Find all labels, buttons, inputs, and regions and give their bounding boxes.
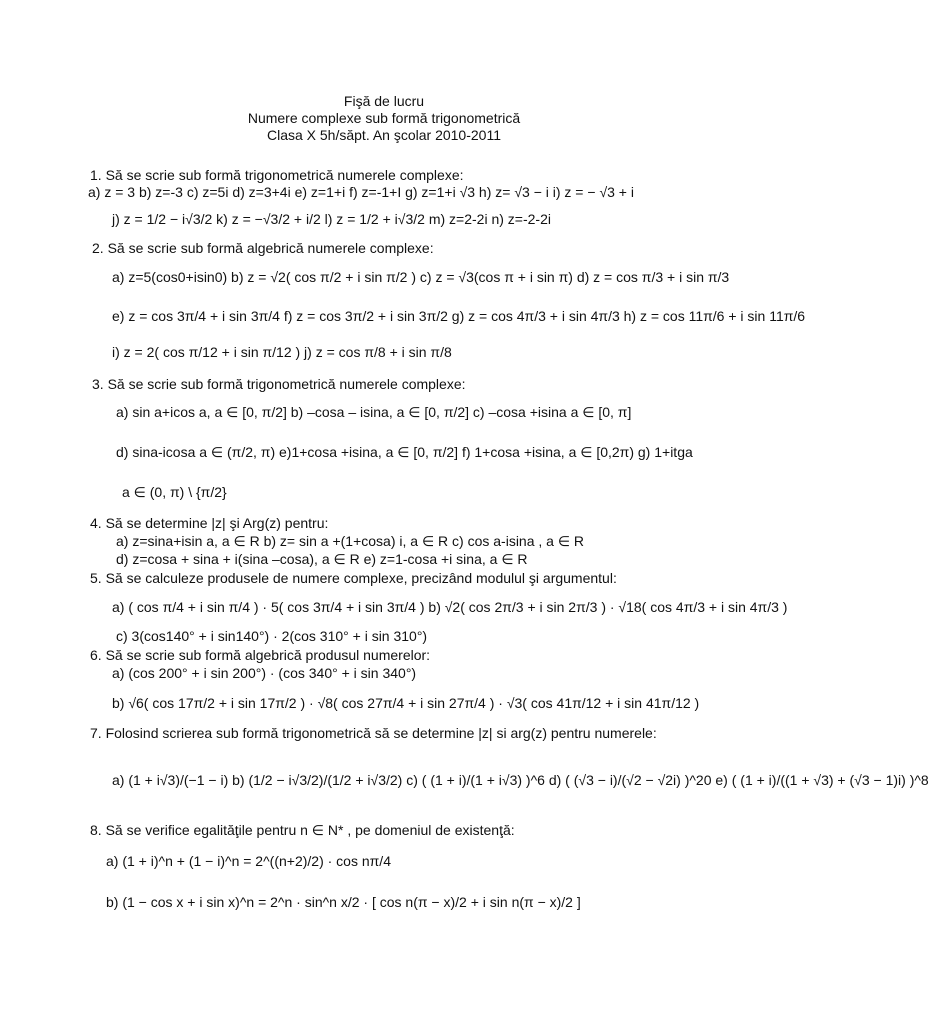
exercise-7-line-1: a) (1 + i√3)/(−1 − i) b) (1/2 − i√3/2)/(1/2 + i√3/2) c) ( (1 + i)/(1 + i√3) )^6 d) ( (√3 − i)/(√2 − √2i) )^20 e) ( (1 + i)/((1 + √3) + (√3 − 1)i) )^8: [112, 772, 929, 788]
exercise-1-title: 1. Să se scrie sub formă trigonometrică numerele complexe:: [90, 167, 464, 183]
exercise-5-line-1: a) ( cos π/4 + i sin π/4 ) · 5( cos 3π/4 + i sin 3π/4 ) b) √2( cos 2π/3 + i sin 2π/3 ) · √18( cos 4π/3 + i sin 4π/3 ): [112, 599, 788, 615]
header-class: Clasa X 5h/săpt. An şcolar 2010-2011: [266, 127, 501, 143]
exercise-2-line-3: i) z = 2( cos π/12 + i sin π/12 ) j) z = cos π/8 + i sin π/8: [112, 344, 452, 360]
header-title: Fişă de lucru: [343, 93, 425, 109]
exercise-4-title: 4. Să se determine |z| şi Arg(z) pentru:: [90, 515, 329, 531]
worksheet-header: [0, 93, 768, 144]
exercise-3-title: 3. Să se scrie sub formă trigonometrică numerele complexe:: [92, 376, 466, 392]
exercise-3-line-3: a ∈ (0, π) \ {π/2}: [122, 484, 227, 500]
exercise-6-line-1: a) (cos 200° + i sin 200°) · (cos 340° + i sin 340°): [112, 665, 417, 681]
exercise-2-line-2: e) z = cos 3π/4 + i sin 3π/4 f) z = cos 3π/2 + i sin 3π/2 g) z = cos 4π/3 + i sin 4π/3 h) z = cos 11π/6 + i sin 11π/6: [112, 308, 806, 324]
exercise-8-line-1: a) (1 + i)^n + (1 − i)^n = 2^((n+2)/2) · cos nπ/4: [106, 853, 391, 869]
exercise-5-title: 5. Să se calculeze produsele de numere complexe, precizând modulul şi argumentul:: [90, 570, 617, 586]
exercise-8-line-2: b) (1 − cos x + i sin x)^n = 2^n · sin^n x/2 · [ cos n(π − x)/2 + i sin n(π − x)/2 ]: [106, 894, 581, 910]
exercise-1-line-1: a) z = 3 b) z=-3 c) z=5i d) z=3+4i e) z=1+i f) z=-1+I g) z=1+i √3 h) z= √3 − i i) z = − √3 + i: [88, 184, 634, 200]
exercise-6-line-2: b) √6( cos 17π/2 + i sin 17π/2 ) · √8( cos 27π/4 + i sin 27π/4 ) · √3( cos 41π/12 + i sin 41π/12 ): [112, 695, 700, 711]
exercise-4-line-1: a) z=sina+isin a, a ∈ R b) z= sin a +(1+cosa) i, a ∈ R c) cos a-isina , a ∈ R: [116, 533, 585, 549]
exercise-4-line-2: d) z=cosa + sina + i(sina –cosa), a ∈ R e) z=1-cosa +i sina, a ∈ R: [116, 551, 528, 567]
header-subject: Numere complexe sub formă trigonometrică: [247, 110, 521, 126]
exercise-8-title: 8. Să se verifice egalităţile pentru n ∈ N* , pe domeniul de existenţă:: [90, 822, 515, 838]
exercise-2-title: 2. Să se scrie sub formă algebrică numerele complexe:: [92, 240, 434, 256]
exercise-2-line-1: a) z=5(cos0+isin0) b) z = √2( cos π/2 + i sin π/2 ) c) z = √3(cos π + i sin π) d) z = cos π/3 + i sin π/3: [112, 269, 730, 285]
exercise-5-line-2: c) 3(cos140° + i sin140°) · 2(cos 310° + i sin 310°): [116, 628, 428, 644]
exercise-6-title: 6. Să se scrie sub formă algebrică produsul numerelor:: [90, 647, 431, 663]
exercise-3-line-2: d) sina-icosa a ∈ (π/2, π) e)1+cosa +isina, a ∈ [0, π/2] f) 1+cosa +isina, a ∈ [0,2π) g) 1+itga: [116, 444, 693, 460]
exercise-3-line-1: a) sin a+icos a, a ∈ [0, π/2] b) –cosa – isina, a ∈ [0, π/2] c) –cosa +isina a ∈ [0, π]: [116, 404, 632, 420]
exercise-1-line-2: j) z = 1/2 − i√3/2 k) z = −√3/2 + i/2 l) z = 1/2 + i√3/2 m) z=2-2i n) z=-2-2i: [112, 211, 551, 227]
exercise-7-title: 7. Folosind scrierea sub formă trigonometrică să se determine |z| si arg(z) pentru numerele:: [90, 725, 657, 741]
